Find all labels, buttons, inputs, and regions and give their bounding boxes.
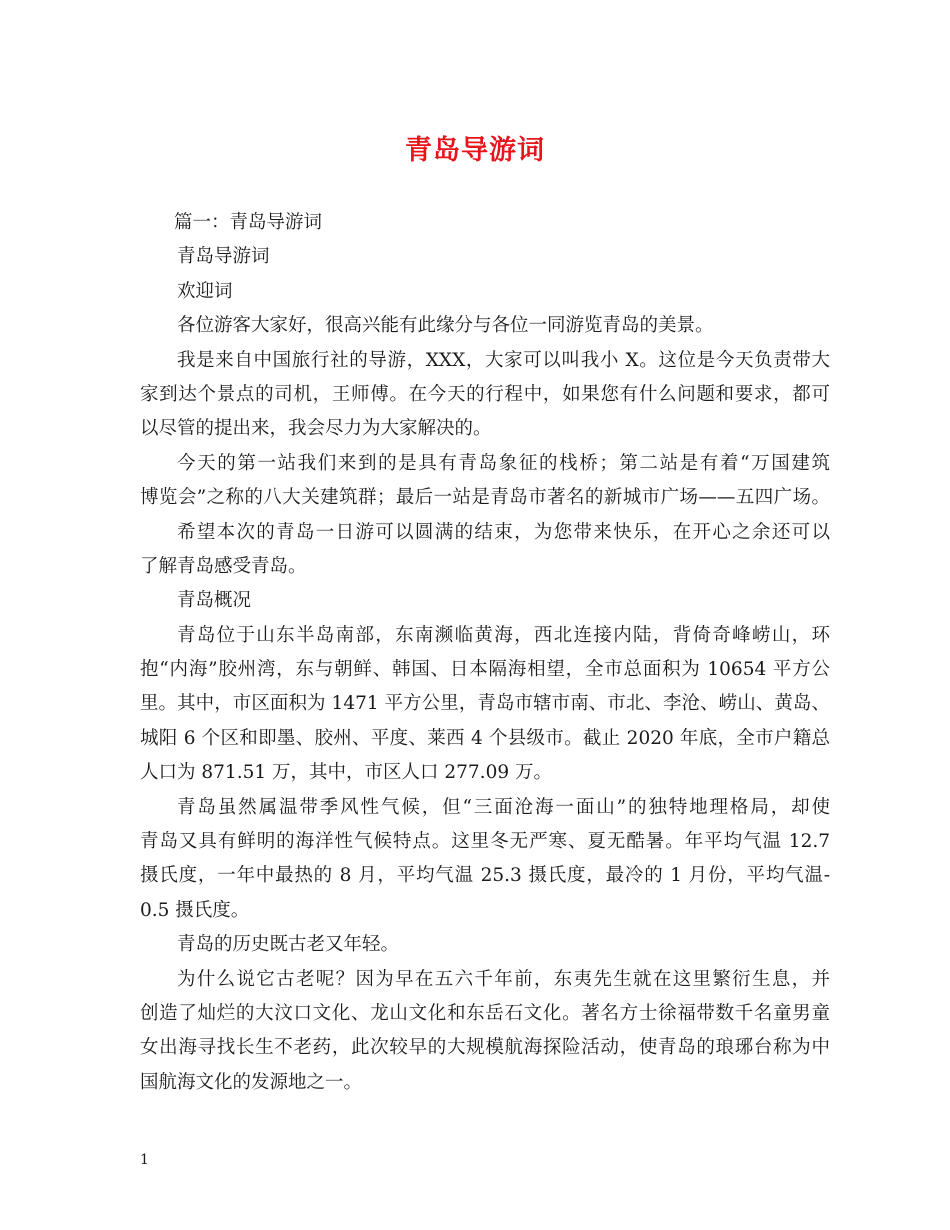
paragraph-line: 希望本次的青岛一日游可以圆满的结束，为您带来快乐，在开心之余还可以	[177, 521, 830, 543]
document-body	[140, 206, 830, 1100]
paragraph-line: 0.5 摄氏度。	[140, 899, 250, 921]
page-number: 1	[140, 1152, 149, 1168]
paragraph-line: 各位游客大家好，很高兴能有此缘分与各位一同游览青岛的美景。	[177, 315, 714, 337]
paragraph-line: 城阳 6 个区和即墨、胶州、平度、莱西 4 个县级市。截止 2020 年底，全市户籍总	[140, 727, 830, 749]
paragraph-line: 了解青岛感受青岛。	[140, 555, 307, 577]
paragraph-line: 为什么说它古老呢？因为早在五六千年前，东夷先生就在这里繁衍生息，并	[177, 968, 830, 990]
paragraph-line: 国航海文化的发源地之一。	[140, 1071, 363, 1093]
paragraph-line: 女出海寻找长生不老药，此次较早的大规模航海探险活动，使青岛的琅琊台称为中	[140, 1037, 830, 1059]
paragraph-line: 博览会”之称的八大关建筑群；最后一站是青岛市著名的新城市广场——五四广场。	[140, 487, 830, 509]
document-title: 青岛导游词	[405, 135, 545, 166]
paragraph-line: 青岛虽然属温带季风性气候，但“三面沧海一面山”的独特地理格局，却使	[177, 796, 830, 818]
paragraph-line: 青岛又具有鲜明的海洋性气候特点。这里冬无严寒、夏无酷暑。年平均气温 12.7	[140, 831, 830, 853]
paragraph-line: 我是来自中国旅行社的导游，XXX，大家可以叫我小 X。这位是今天负责带大	[177, 349, 830, 371]
paragraph-line: 里。其中，市区面积为 1471 平方公里，青岛市辖市南、市北、李沧、崂山、黄岛、	[140, 693, 830, 715]
paragraph-line: 家到达个景点的司机，王师傅。在今天的行程中，如果您有什么问题和要求，都可	[140, 383, 830, 405]
subtitle: 青岛导游词	[177, 246, 270, 268]
paragraph-line: 创造了灿烂的大汶口文化、龙山文化和东岳石文化。著名方士徐福带数千名童男童	[140, 1002, 830, 1024]
section-heading: 篇一：青岛导游词	[174, 212, 323, 233]
paragraph-line: 抱“内海”胶州湾，东与朝鲜、韩国、日本隔海相望，全市总面积为 10654 平方公	[140, 659, 830, 681]
paragraph-line: 今天的第一站我们来到的是具有青岛象征的栈桥；第二站是有着“万国建筑	[177, 452, 830, 474]
paragraph-line: 摄氏度，一年中最热的 8 月，平均气温 25.3 摄氏度，最冷的 1 月份，平均气温-	[140, 865, 830, 887]
paragraph-heading-overview: 青岛概况	[177, 590, 252, 612]
paragraph-line: 人口为 871.51 万，其中，市区人口 277.09 万。	[140, 762, 552, 784]
paragraph-line: 青岛位于山东半岛南部，东南濒临黄海，西北连接内陆，背倚奇峰崂山，环	[177, 624, 830, 646]
paragraph-line: 以尽管的提出来，我会尽力为大家解决的。	[140, 418, 492, 440]
paragraph-line: 青岛的历史既古老又年轻。	[177, 934, 400, 956]
paragraph-heading-welcome: 欢迎词	[177, 280, 233, 302]
